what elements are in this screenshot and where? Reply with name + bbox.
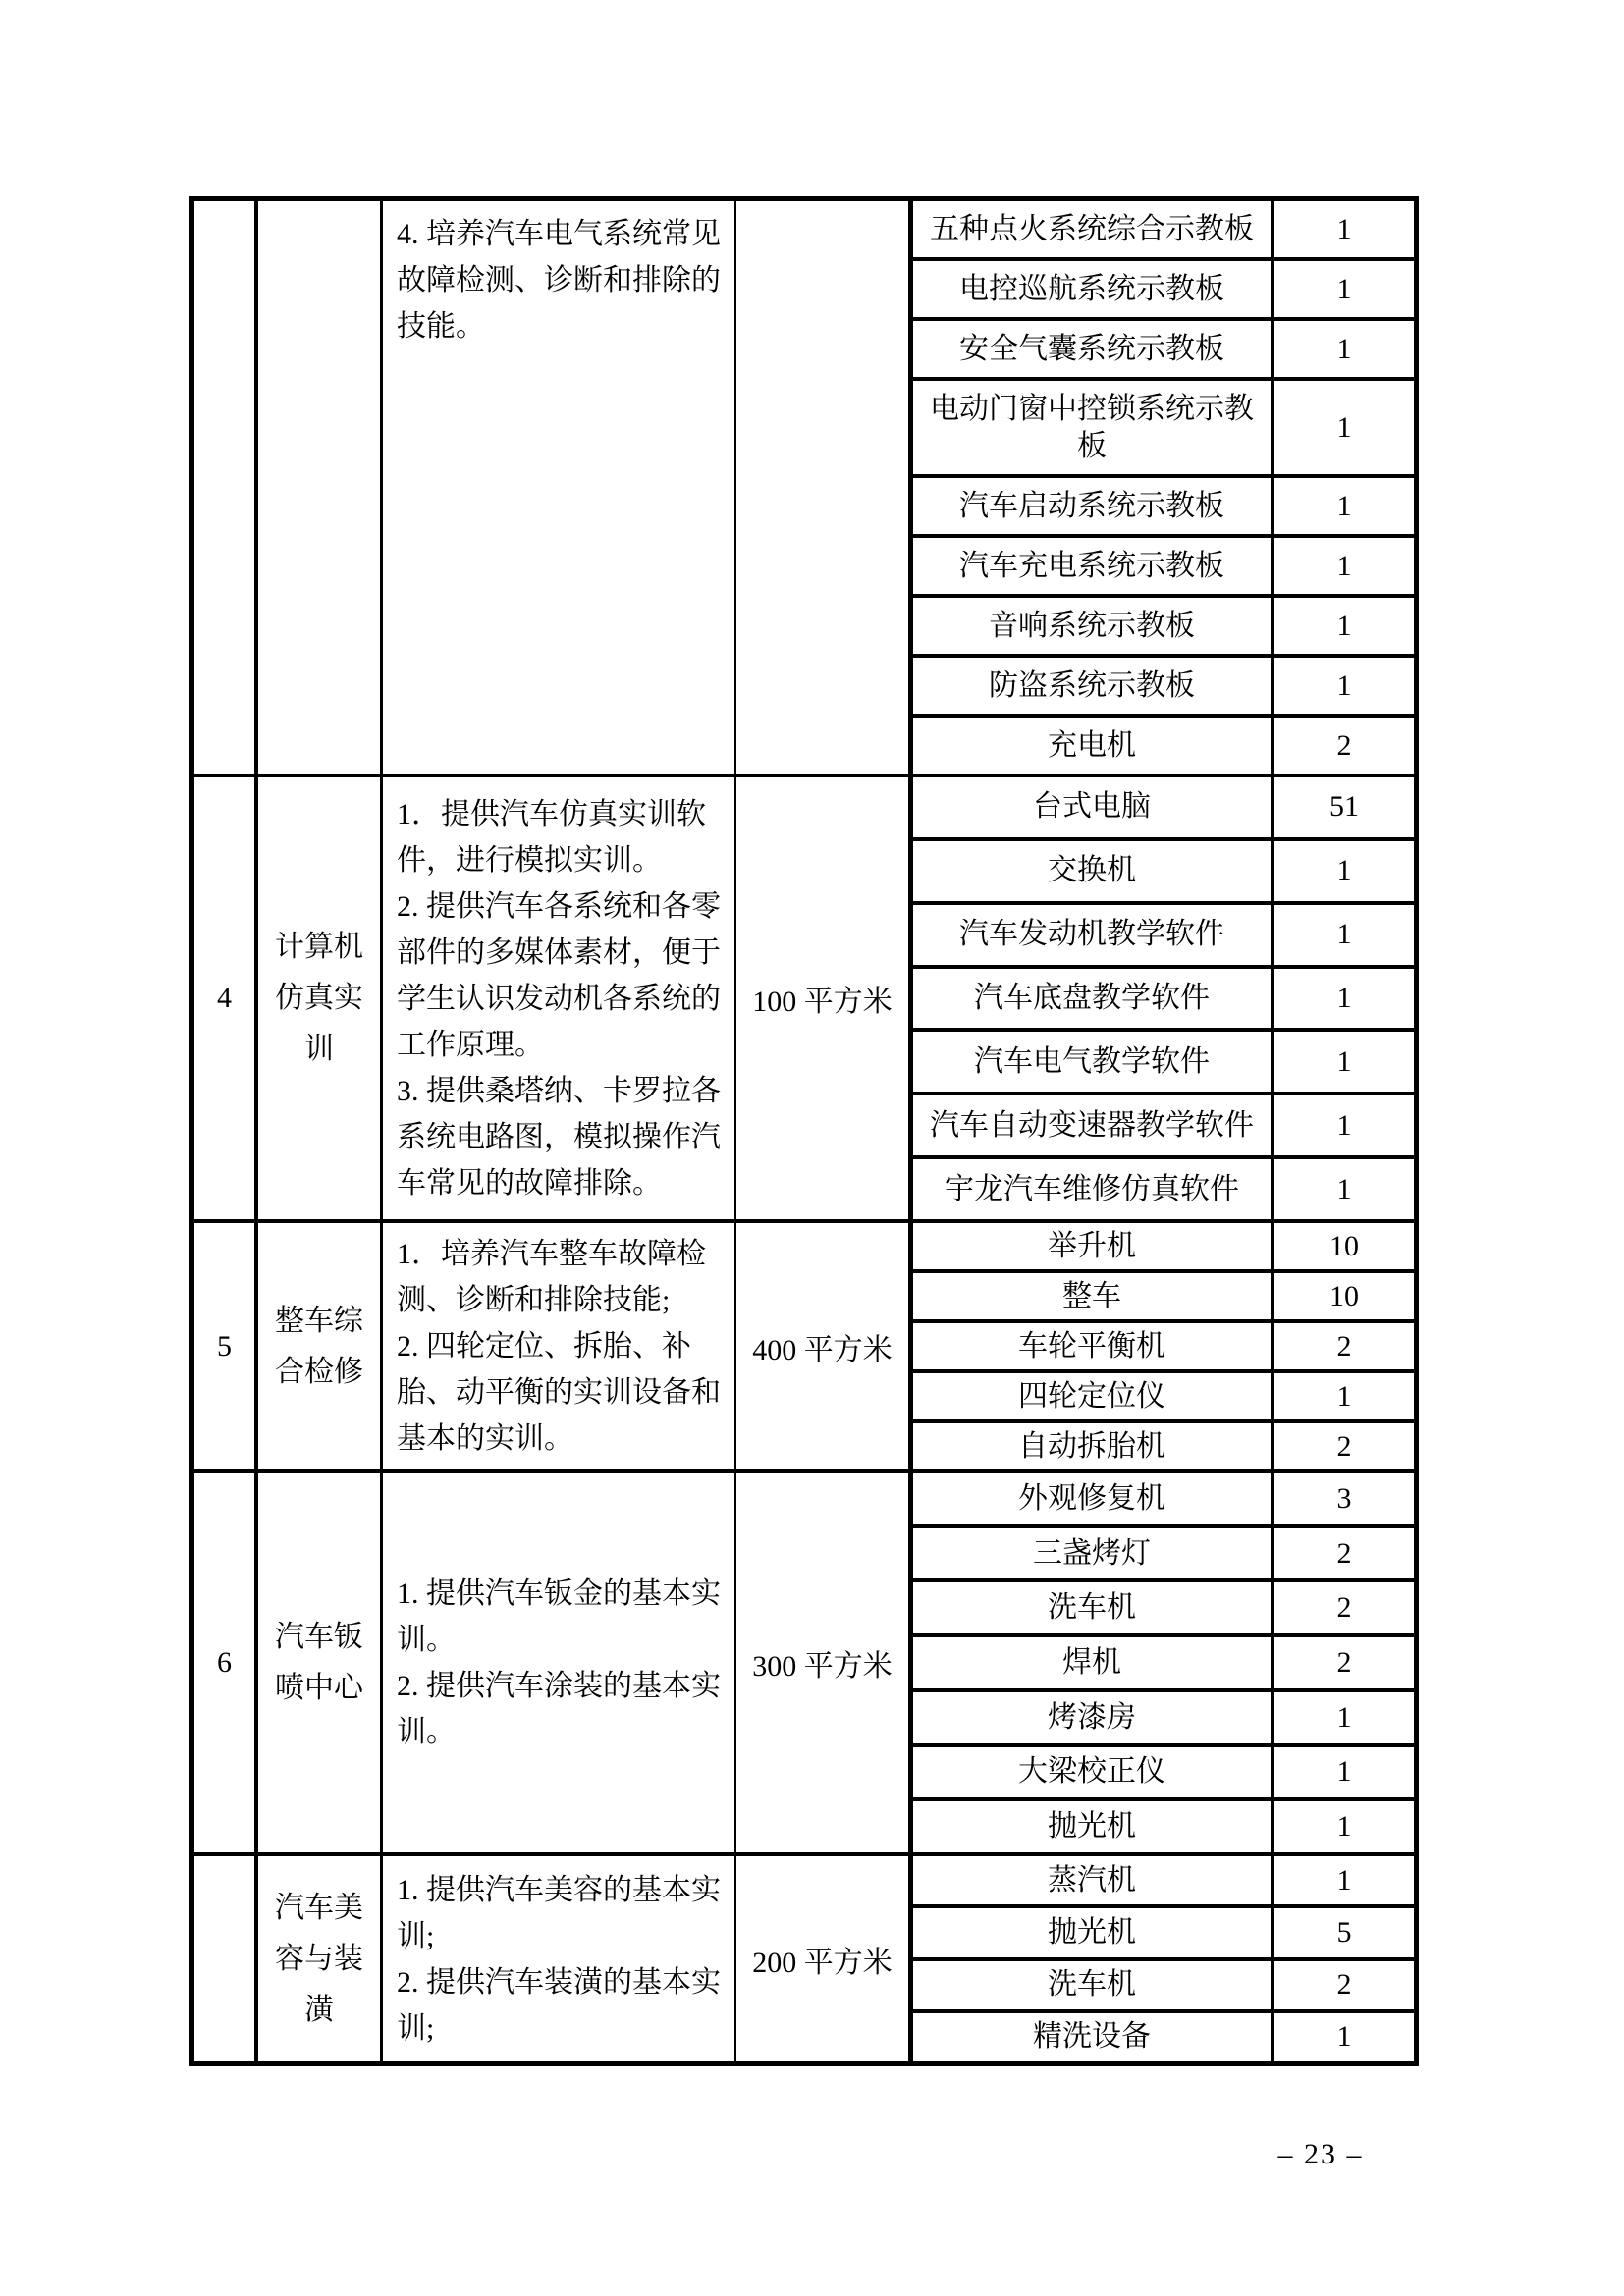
equipment-row [913,658,1414,718]
equipment-name: 五种点火系统综合示教板 [913,201,1274,257]
equipment-name: 汽车充电系统示教板 [913,538,1274,594]
section-name: 计算机仿真实训 [275,931,363,1065]
section-area: 100 平方米 [752,986,893,1018]
equipment-quantity: 1 [1336,1379,1352,1413]
section-number: 6 [217,1646,232,1679]
equipment-name: 交换机 [913,841,1274,901]
equipment-row [913,1223,1414,1273]
equipment-quantity: 1 [1336,272,1352,305]
equipment-row [913,1856,1414,1908]
equipment-row [913,969,1414,1033]
equipment-row [913,1373,1414,1423]
equipment-name: 车轮平衡机 [913,1323,1274,1369]
equipment-quantity: 1 [1336,982,1352,1014]
equipment-list [913,1223,1414,1469]
equipment-row [913,1473,1414,1528]
equipment-quantity: 1 [1336,1108,1352,1142]
equipment-row [913,718,1414,774]
section-number-cell [194,1856,258,2061]
section-number-cell [194,1223,258,1469]
equipment-row [913,321,1414,381]
equipment-name: 烤漆房 [913,1692,1274,1743]
equipment-row [913,1323,1414,1373]
equipment-row [913,1692,1414,1747]
description-lines [397,791,723,1206]
equipment-name: 举升机 [913,1223,1274,1269]
table-section-5 [194,1219,1414,1469]
page-number: – 23 – [1277,2138,1364,2170]
equipment-row [913,381,1414,478]
equipment-quantity: 1 [1336,1810,1352,1843]
section-name: 汽车美容与装潢 [275,1891,363,2026]
equipment-quantity: 1 [1336,609,1352,642]
equipment-name: 抛光机 [913,1801,1274,1852]
equipment-quantity: 2 [1336,1429,1352,1463]
description-line: 1. 提供汽车钣金的基本实训。 [397,1577,721,1656]
description-line: 4. 培养汽车电气系统常见故障检测、诊断和排除的技能。 [397,218,721,343]
equipment-quantity: 1 [1336,1172,1352,1205]
equipment-list [913,1856,1414,2061]
section-number-cell [194,777,258,1219]
section-area-cell [736,1473,913,1852]
equipment-row [913,1095,1414,1159]
equipment-quantity: 2 [1336,1968,1352,2002]
equipment-name: 汽车启动系统示教板 [913,478,1274,534]
equipment-row [913,1273,1414,1323]
section-description-cell [383,201,736,774]
equipment-quantity: 1 [1336,549,1352,582]
equipment-quantity: 5 [1336,1915,1352,1949]
equipment-row [913,1032,1414,1095]
section-name: 汽车钣喷中心 [275,1621,363,1704]
equipment-row [913,905,1414,969]
table-section-continuation [194,201,1414,774]
equipment-quantity: 10 [1329,1229,1359,1262]
equipment-name: 电控巡航系统示教板 [913,261,1274,317]
equipment-quantity: 1 [1336,212,1352,245]
equipment-name: 防盗系统示教板 [913,658,1274,714]
section-number-cell [194,201,258,774]
equipment-quantity: 1 [1336,332,1352,365]
equipment-name: 抛光机 [913,1908,1274,1956]
equipment-quantity: 1 [1336,854,1352,887]
equipment-name: 汽车发动机教学软件 [913,905,1274,965]
description-line: 2. 提供汽车涂装的基本实训。 [397,1670,721,1748]
section-name-cell [258,1856,383,2061]
description-line: 1．提供汽车仿真实训软件，进行模拟实训。 [397,797,706,877]
equipment-quantity: 2 [1336,1536,1352,1570]
equipment-row [913,1159,1414,1219]
equipment-row [913,1801,1414,1852]
equipment-quantity: 1 [1336,918,1352,951]
section-description-cell [383,1223,736,1469]
section-description-cell [383,1856,736,2061]
equipment-name: 蒸汽机 [913,1856,1274,1904]
section-area-cell [736,1856,913,2061]
description-line: 1. 提供汽车美容的基本实训; [397,1873,721,1952]
equipment-row [913,478,1414,538]
equipment-name: 洗车机 [913,1582,1274,1633]
equipment-quantity: 1 [1336,2020,1352,2054]
section-area: 400 平方米 [752,1333,893,1366]
equipment-name: 安全气囊系统示教板 [913,321,1274,377]
equipment-list [913,777,1414,1219]
equipment-quantity: 1 [1336,1700,1352,1734]
equipment-quantity: 2 [1336,1329,1352,1362]
equipment-name: 宇龙汽车维修仿真软件 [913,1159,1274,1219]
description-line: 2. 提供汽车各系统和各零部件的多媒体素材，便于学生认识发动机各系统的工作原理。 [397,889,721,1061]
section-area-cell [736,777,913,1219]
equipment-row [913,777,1414,841]
section-area: 200 平方米 [752,1946,893,1979]
equipment-quantity: 3 [1336,1481,1352,1515]
section-number: 4 [217,982,232,1014]
equipment-row [913,598,1414,658]
equipment-quantity: 1 [1336,668,1352,702]
section-area: 300 平方米 [752,1650,893,1682]
equipment-name: 充电机 [913,718,1274,774]
table-section-4 [194,774,1414,1219]
equipment-name: 精洗设备 [913,2013,1274,2061]
section-area-cell [736,1223,913,1469]
equipment-row [913,201,1414,261]
description-line: 3. 提供桑塔纳、卡罗拉各系统电路图，模拟操作汽车常见的故障排除。 [397,1074,721,1200]
equipment-name: 自动拆胎机 [913,1423,1274,1469]
equipment-row [913,1908,1414,1960]
section-number: 5 [217,1329,232,1362]
equipment-list [913,1473,1414,1852]
equipment-quantity: 51 [1329,790,1359,824]
equipment-name: 电动门窗中控锁系统示教板 [913,381,1274,474]
section-name: 整车综合检修 [275,1304,363,1388]
section-name-cell [258,201,383,774]
description-line: 1．培养汽车整车故障检测、诊断和排除技能; [397,1238,706,1316]
equipment-quantity: 2 [1336,1646,1352,1680]
description-lines [397,1571,723,1755]
section-description-cell [383,777,736,1219]
equipment-quantity: 10 [1329,1279,1359,1312]
equipment-quantity: 2 [1336,1591,1352,1625]
table-section-6 [194,1469,1414,1852]
equipment-row [913,538,1414,598]
training-room-equipment-table [189,196,1419,2066]
equipment-name: 汽车自动变速器教学软件 [913,1095,1274,1155]
section-name-cell [258,1223,383,1469]
equipment-quantity: 1 [1336,1755,1352,1789]
equipment-list [913,201,1414,774]
equipment-name: 大梁校正仪 [913,1747,1274,1798]
equipment-name: 整车 [913,1273,1274,1319]
section-number-cell [194,1473,258,1852]
equipment-name: 汽车底盘教学软件 [913,969,1274,1029]
equipment-row [913,1423,1414,1469]
section-name-cell [258,1473,383,1852]
equipment-row [913,1582,1414,1637]
equipment-row [913,261,1414,321]
table-section-beauty [194,1852,1414,2061]
equipment-name: 外观修复机 [913,1473,1274,1524]
equipment-quantity: 1 [1336,1044,1352,1078]
equipment-row [913,841,1414,905]
equipment-quantity: 1 [1336,410,1352,444]
equipment-name: 四轮定位仪 [913,1373,1274,1419]
equipment-row [913,2013,1414,2061]
section-name-cell [258,777,383,1219]
equipment-name: 三盏烤灯 [913,1528,1274,1579]
equipment-name: 汽车电气教学软件 [913,1032,1274,1092]
equipment-quantity: 2 [1336,728,1352,762]
description-lines [397,211,723,349]
equipment-row [913,1961,1414,2013]
description-line: 2. 提供汽车装潢的基本实训; [397,1965,721,2045]
equipment-quantity: 1 [1336,489,1352,522]
equipment-row [913,1528,1414,1583]
section-description-cell [383,1473,736,1852]
description-lines [397,1867,723,2052]
equipment-name: 洗车机 [913,1961,1274,2009]
equipment-row [913,1637,1414,1692]
equipment-name: 音响系统示教板 [913,598,1274,654]
equipment-name: 焊机 [913,1637,1274,1688]
equipment-name: 台式电脑 [913,777,1274,837]
equipment-quantity: 1 [1336,1863,1352,1896]
section-area-cell [736,201,913,774]
equipment-row [913,1747,1414,1802]
description-lines [397,1231,723,1462]
description-line: 2. 四轮定位、拆胎、补胎、动平衡的实训设备和基本的实训。 [397,1330,721,1455]
